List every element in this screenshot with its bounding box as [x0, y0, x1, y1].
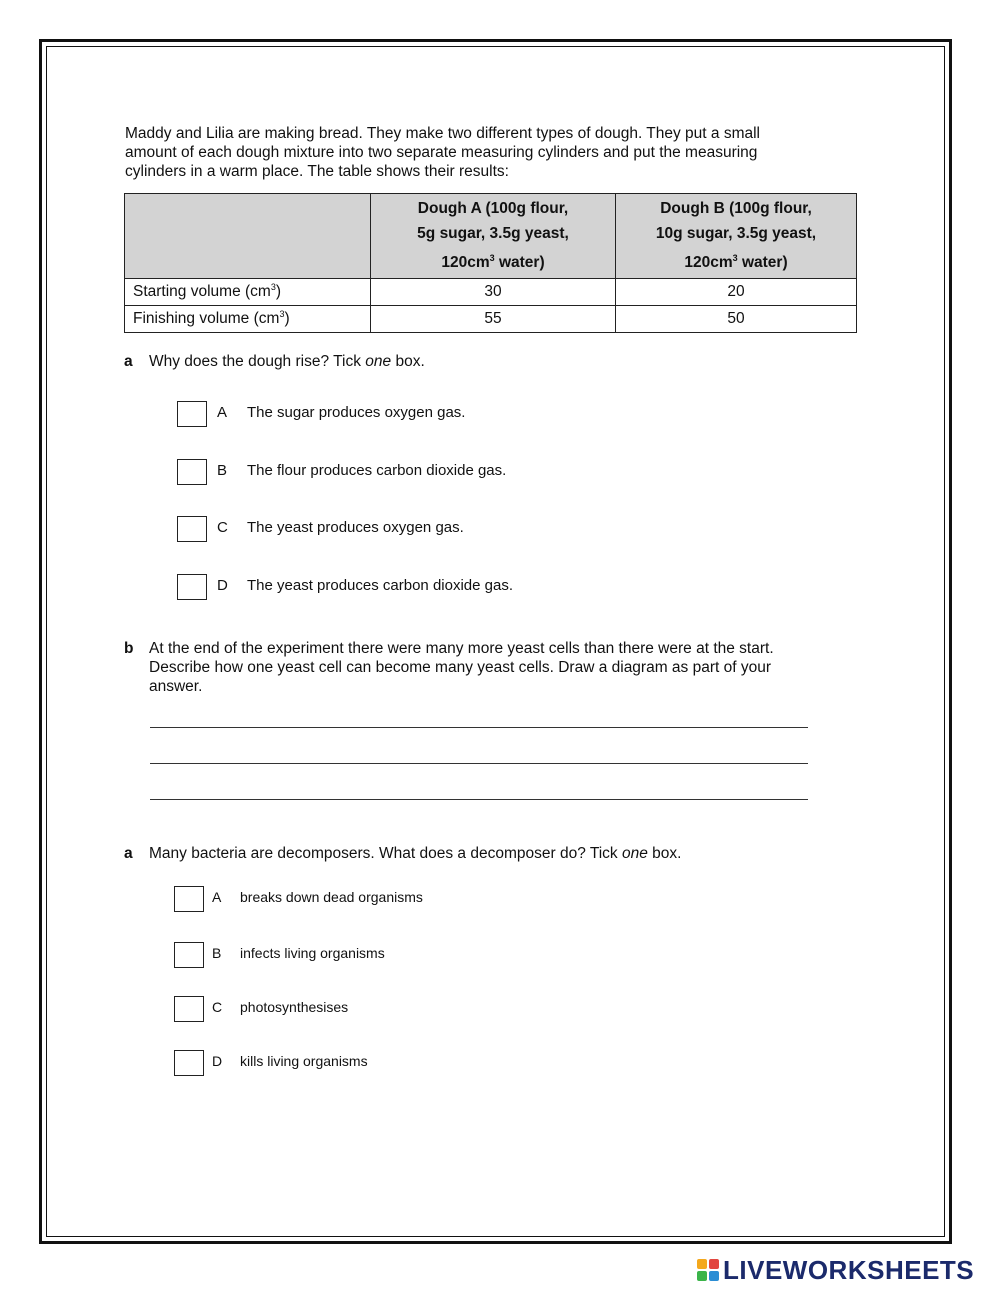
table-header-dough-a: Dough A (100g flour, 5g sugar, 3.5g yeast, $120cm^3$ water)	[371, 194, 616, 279]
option-letter: B	[212, 945, 222, 961]
option-a	[174, 886, 574, 916]
option-b	[177, 459, 577, 489]
dough-b-value: 20	[616, 279, 857, 306]
question-letter: b	[124, 640, 134, 657]
logo-square	[697, 1259, 707, 1269]
intro-line: cylinders in a warm place. The table shows their results:	[125, 163, 509, 180]
option-text: The sugar produces oxygen gas.	[247, 404, 466, 421]
intro-paragraph	[125, 124, 845, 181]
question-decomposer	[124, 844, 824, 864]
option-letter: C	[217, 519, 228, 536]
answer-line[interactable]	[150, 727, 808, 728]
table-row	[125, 306, 857, 333]
tick-box[interactable]	[177, 574, 207, 600]
row-label: Finishing volume $(cm^3)$	[125, 306, 371, 333]
table-header-empty	[125, 194, 371, 279]
dough-a-value: 55	[371, 306, 616, 333]
option-d	[174, 1050, 574, 1080]
intro-line: Maddy and Lilia are making bread. They make two different types of dough. They put a small	[125, 125, 761, 142]
option-a	[177, 401, 577, 431]
table-header-row	[125, 194, 857, 279]
tick-box[interactable]	[177, 516, 207, 542]
row-label: Starting volume $(cm^3)$	[125, 279, 371, 306]
liveworksheets-logo	[697, 1255, 974, 1285]
option-text: photosynthesises	[240, 999, 349, 1015]
option-letter: C	[212, 999, 223, 1015]
option-text: The flour produces carbon dioxide gas.	[247, 462, 507, 479]
option-text: The yeast produces carbon dioxide gas.	[247, 577, 513, 594]
question-letter: a	[124, 353, 133, 370]
question-dough-rise	[124, 352, 824, 372]
question-letter: a	[124, 845, 133, 862]
logo-icon	[697, 1259, 719, 1281]
option-letter: A	[217, 404, 228, 421]
option-text: breaks down dead organisms	[240, 889, 423, 905]
question-yeast-cells	[124, 639, 824, 699]
tick-box[interactable]	[174, 1050, 204, 1076]
results-table	[124, 193, 857, 333]
dough-b-value: 50	[616, 306, 857, 333]
tick-box[interactable]	[177, 401, 207, 427]
option-c	[174, 996, 574, 1026]
logo-square	[697, 1271, 707, 1281]
question-text: At the end of the experiment there were many more yeast cells than there were at the start. Describe how one yeast cell can become many yeast cells. Draw a diagram as part of your answer.	[149, 640, 774, 695]
tick-box[interactable]	[177, 459, 207, 485]
tick-box[interactable]	[174, 942, 204, 968]
answer-line[interactable]	[150, 799, 808, 800]
logo-square	[709, 1259, 719, 1269]
option-letter: A	[212, 889, 222, 905]
table-row	[125, 279, 857, 306]
question-text: Many bacteria are decomposers. What does a decomposer do? Tick one box.	[149, 845, 682, 862]
tick-box[interactable]	[174, 886, 204, 912]
option-text: infects living organisms	[240, 945, 385, 961]
logo-text: LIVEWORKSHEETS	[723, 1254, 975, 1285]
answer-line[interactable]	[150, 763, 808, 764]
option-text: The yeast produces oxygen gas.	[247, 519, 464, 536]
dough-a-value: 30	[371, 279, 616, 306]
table-header-dough-b: Dough B (100g flour, 10g sugar, 3.5g yeast, $120cm^3$ water)	[616, 194, 857, 279]
option-c	[177, 516, 577, 546]
intro-line: amount of each dough mixture into two separate measuring cylinders and put the measuring	[125, 144, 758, 161]
tick-box[interactable]	[174, 996, 204, 1022]
logo-square	[709, 1271, 719, 1281]
option-d	[177, 574, 577, 604]
option-letter: D	[217, 577, 228, 594]
option-b	[174, 942, 574, 972]
question-text: Why does the dough rise? Tick one box.	[149, 353, 425, 370]
option-letter: B	[217, 462, 228, 479]
option-text: kills living organisms	[240, 1053, 368, 1069]
option-letter: D	[212, 1053, 223, 1069]
